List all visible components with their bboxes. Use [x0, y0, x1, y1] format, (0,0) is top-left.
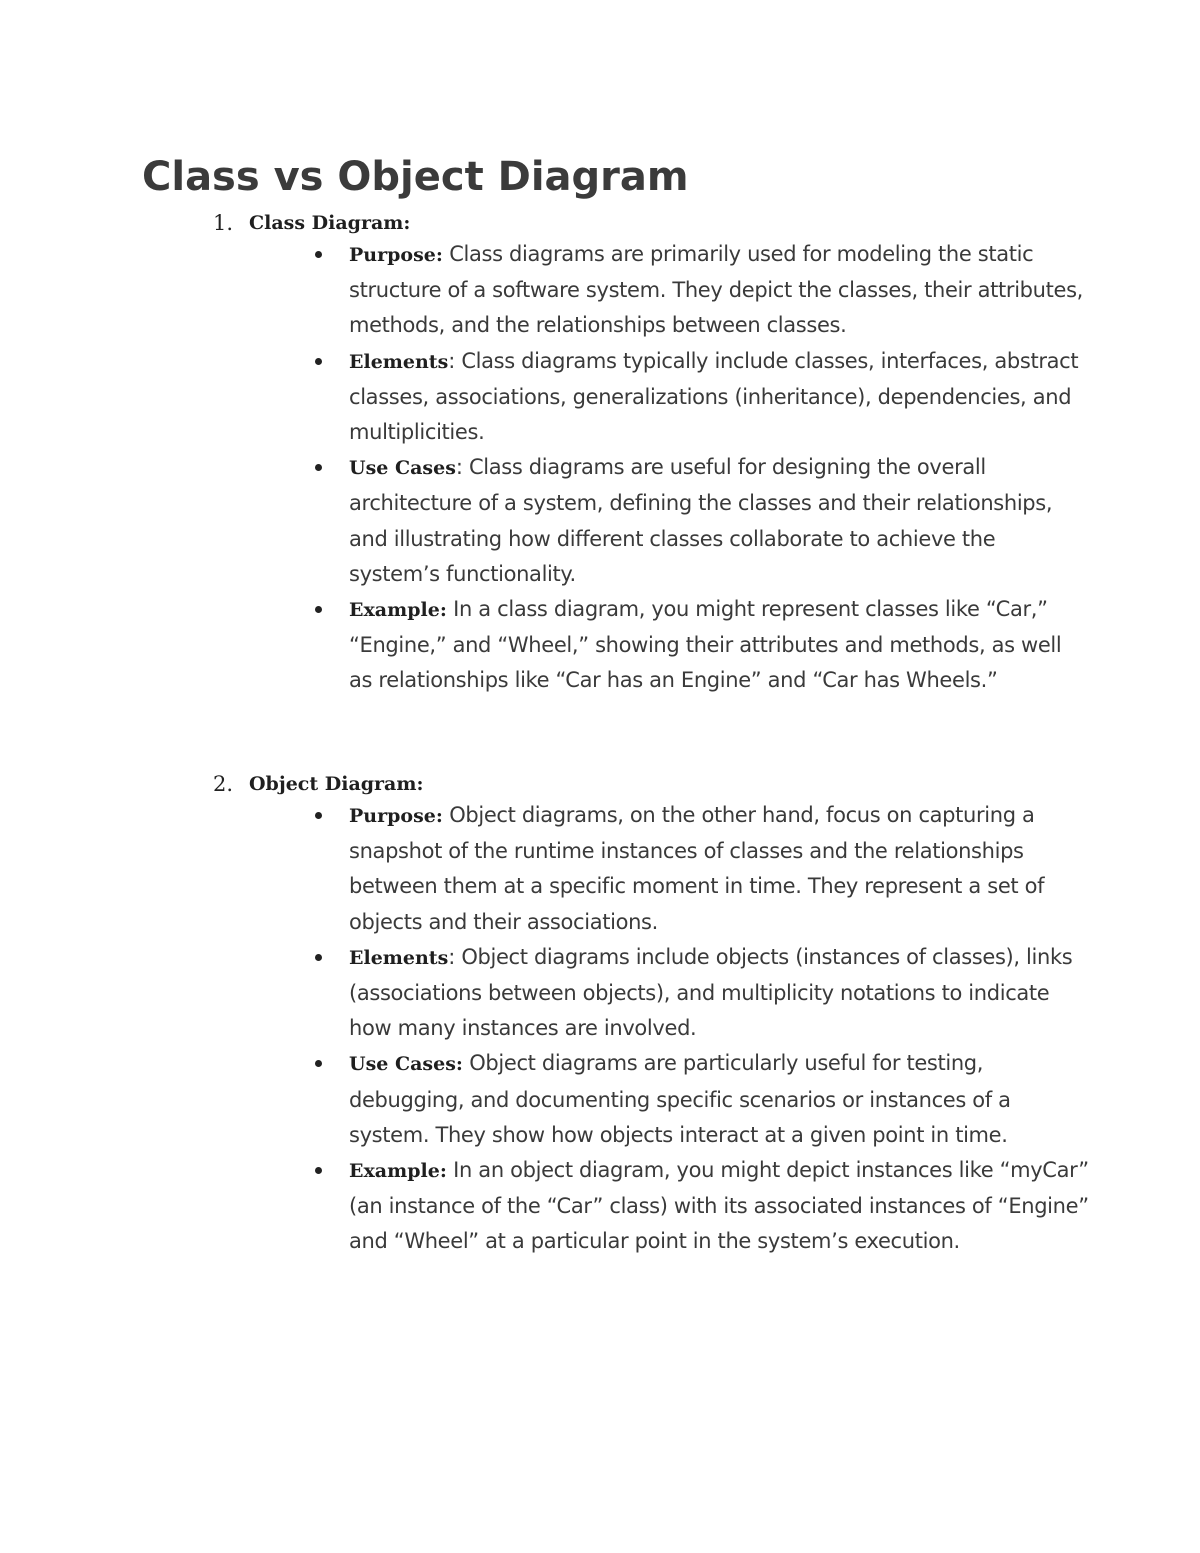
- bullet-term: Use Cases:: [349, 1053, 463, 1076]
- list-item: [349, 1153, 1089, 1260]
- list-item: [349, 1046, 1089, 1153]
- bullet-icon: [315, 812, 322, 819]
- bullet-icon: [315, 358, 322, 365]
- section-heading: Class Diagram:: [249, 212, 411, 234]
- bullet-text: Object diagrams, on the other hand, focus on capturing a snapshot of the runtime instances of classes and the relationships between them at a specific moment in time. They represent a set of objects and their associations.: [349, 803, 1045, 934]
- list-item: [349, 450, 1089, 592]
- list-item: [349, 592, 1089, 699]
- bullet-text: : Class diagrams typically include classes, interfaces, abstract classes, associations, generalizations (inheritance), dependencies, and multiplicities.: [349, 348, 1079, 445]
- section-heading: Object Diagram:: [249, 773, 424, 795]
- bullet-term: Purpose:: [349, 244, 443, 266]
- bullet-term: Purpose:: [349, 805, 443, 827]
- bullet-text: : Class diagrams are useful for designing the overall architecture of a system, defining the classes and their relationships, and illustrating how different classes collaborate to achieve the system’s functionality.: [349, 455, 1053, 586]
- bullet-term: Elements: [349, 350, 449, 373]
- list-item: [349, 798, 1089, 940]
- bullet-icon: [315, 251, 322, 258]
- bullet-icon: [315, 606, 322, 613]
- bullet-icon: [315, 1167, 322, 1174]
- section-number: 2.: [213, 772, 234, 796]
- bullet-icon: [315, 954, 322, 961]
- bullet-text: In an object diagram, you might depict instances like “myCar” (an instance of the “Car” class) with its associated instances of “Engine” and “Wheel” at a particular point in the system’s execution.: [349, 1158, 1089, 1254]
- section-number: 1.: [213, 211, 234, 235]
- bullet-text: Object diagrams are particularly useful for testing, debugging, and documenting specific scenarios or instances of a system. They show how objects interact at a given point in time.: [349, 1051, 1011, 1147]
- bullet-icon: [315, 1060, 322, 1067]
- document-title: Class vs Object Diagram: [142, 154, 689, 200]
- bullet-text: Class diagrams are primarily used for modeling the static structure of a software system. They depict the classes, their attributes, methods, and the relationships between classes.: [349, 242, 1083, 338]
- list-item: [349, 237, 1089, 344]
- bullet-term: Example:: [349, 1160, 447, 1183]
- object-diagram-bullets: [349, 798, 1089, 1260]
- bullet-text: : Object diagrams include objects (instances of classes), links (associations between objects), and multiplicity notations to indicate how many instances are involved.: [349, 944, 1073, 1041]
- bullet-term: Example:: [349, 599, 447, 622]
- bullet-text: In a class diagram, you might represent classes like “Car,” “Engine,” and “Wheel,” showing their attributes and methods, as well as relationships like “Car has an Engine” and “Car has Wheels.”: [349, 597, 1062, 693]
- bullet-icon: [315, 464, 322, 471]
- bullet-term: Use Cases: [349, 457, 456, 480]
- class-diagram-bullets: [349, 237, 1089, 699]
- list-item: [349, 344, 1089, 451]
- list-item: [349, 940, 1089, 1047]
- bullet-term: Elements: [349, 946, 449, 969]
